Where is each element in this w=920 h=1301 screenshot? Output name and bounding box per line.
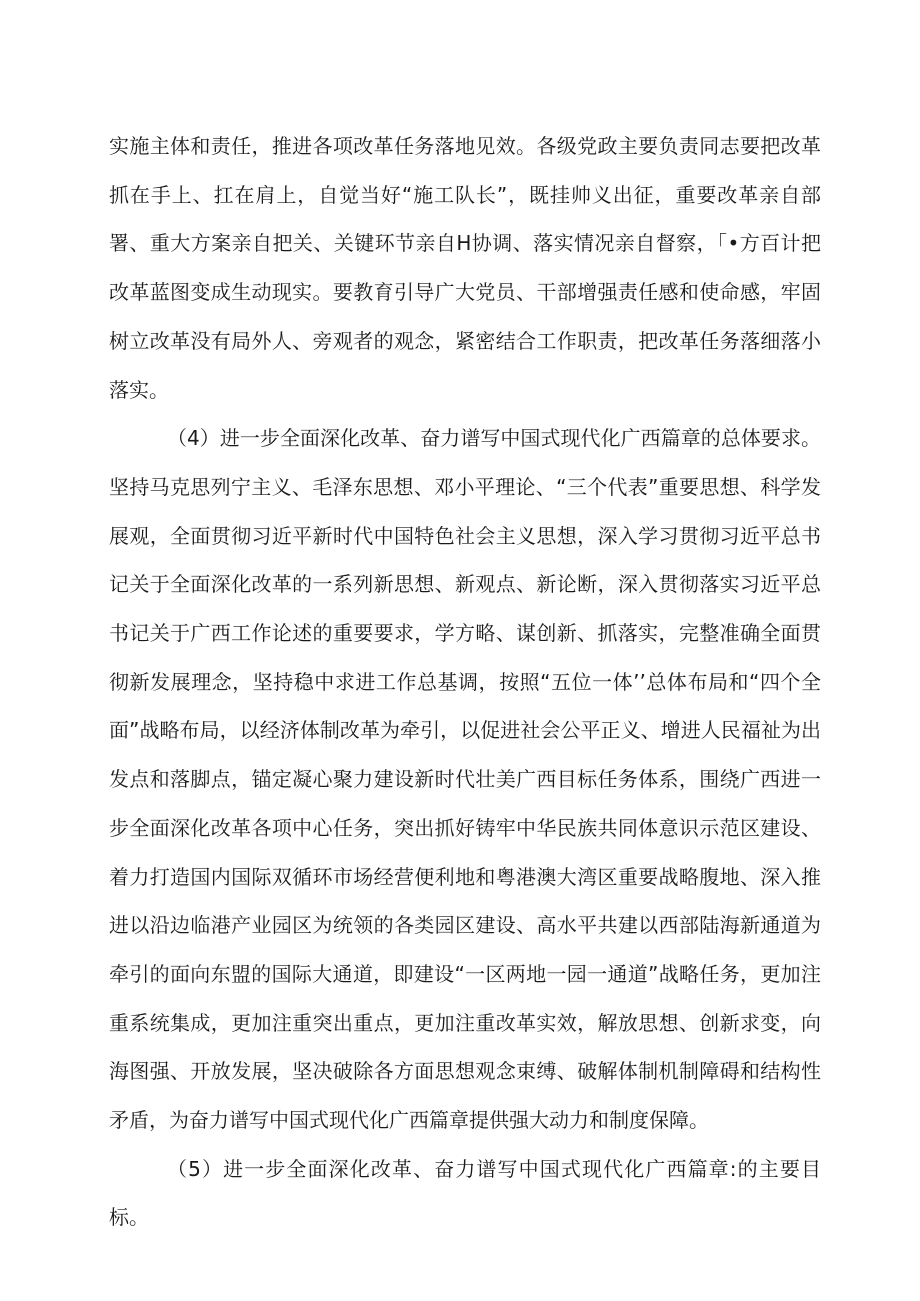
- paragraph-main-objectives: （5）进一步全面深化改革、奋力谱写中国式现代化广西篇章:的主要目标。: [109, 1156, 821, 1230]
- paragraph-general-requirements: （4）进一步全面深化改革、奋力谱写中国式现代化广西篇章的总体要求。坚持马克思列宁主义、毛泽东思想、邓小平理论、“三个代表”重要思想、科学发展观，全面贯彻习近平新时代中国特色社会主义思想，深入学习贯彻习近平总书记关于全面深化改革的一系列新思想、新观点、新论断，深入贯彻落实习近平总书记关于广西工作论述的重要要求，学方略、谋创新、抓落实，完整准确全面贯彻新发展理念，坚持稳中求进工作总基调，按照“五位一体’’总体布局和“四个全面”战略布局，以经济体制改革为牵引，以促进社会公平正义、增进人民福祉为出发点和落脚点，锚定凝心聚力建设新时代壮美广西目标任务体系，围绕广西进一步全面深化改革各项中心任务，突出抓好铸牢中华民族共同体意识示范区建设、着力打造国内国际双循环市场经营便利地和粤港澳大湾区重要战略腹地、深入推进以沿边临港产业园区为统领的各类园区建设、高水平共建以西部陆海新通道为牵引的面向东盟的国际大通道，即建设“一区两地一园一通道”战略任务，更加注重系统集成，更加注重突出重点，更加注重改革实效，解放思想、创新求变，向海图强、开放发展，坚决破除各方面思想观念束缚、破解体制机制障碍和结构性矛盾，为奋力谱写中国式现代化广西篇章提供强大动力和制度保障。: [109, 426, 821, 1133]
- document-body: [109, 122, 821, 1242]
- paragraph-continuation: 实施主体和责任，推进各项改革任务落地见效。各级党政主要负责同志要把改革抓在手上、扛在肩上，自觉当好“施工队长”，既挂帅义出征，重要改革亲自部署、重大方案亲自把关、关键环节亲自H协调、落实情况亲自督察，「•方百计把改革蓝图变成生动现实。要教育引导广大党员、干部增强责任感和使命感，牢固树立改革没有局外人、旁观者的观念，紧密结合工作职责，把改革任务落细落小落实。: [109, 134, 821, 402]
